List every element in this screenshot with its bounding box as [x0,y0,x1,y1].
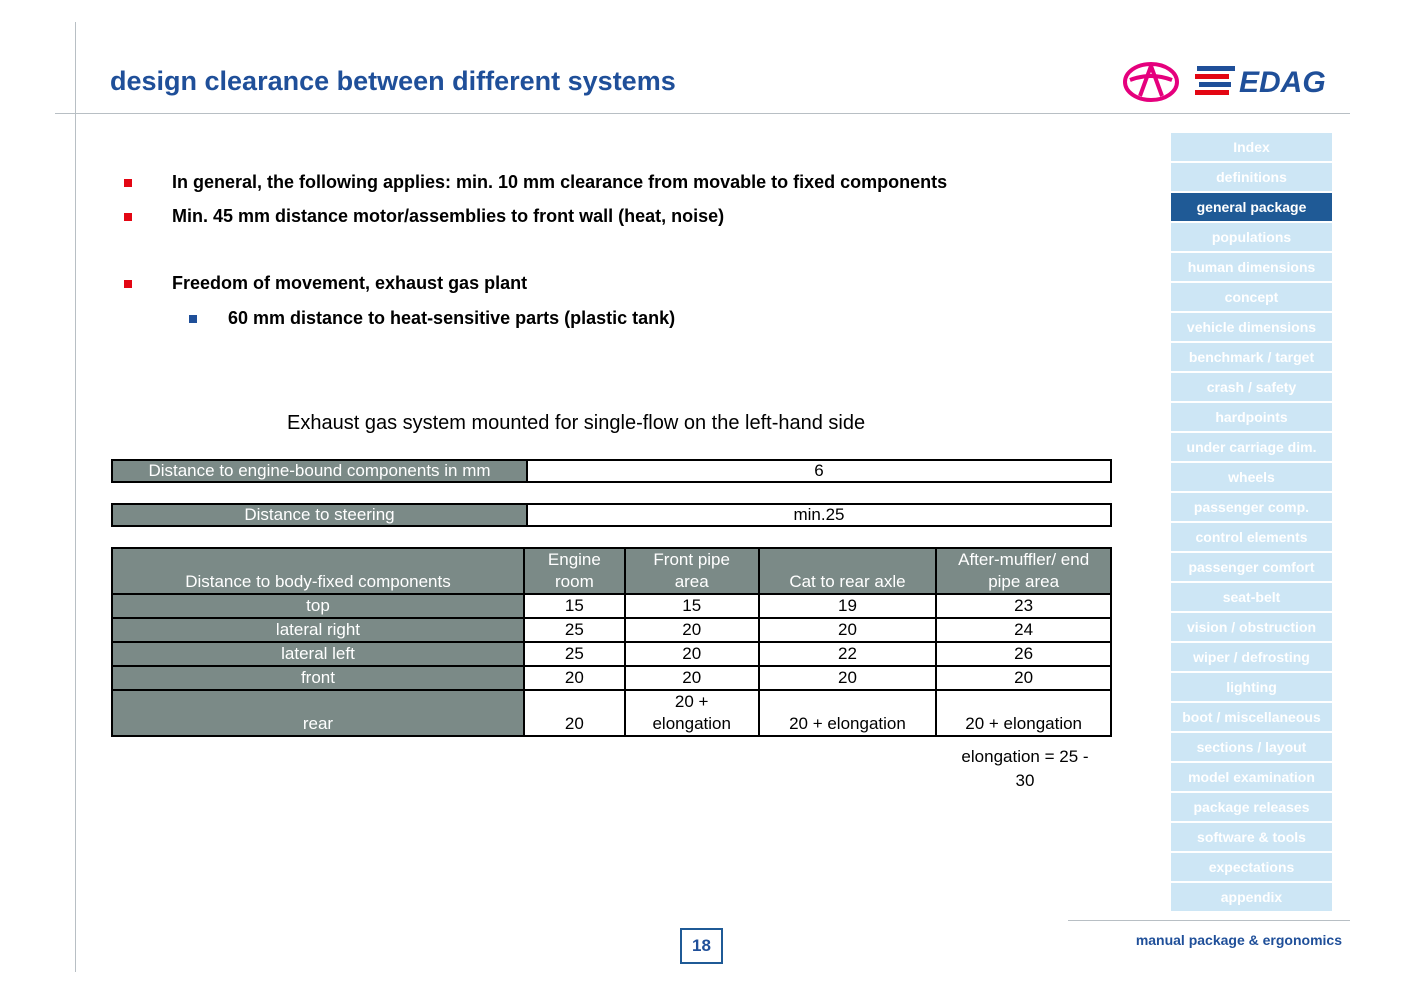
table-cell: 24 [936,618,1111,642]
nav-item-wiper-defrosting[interactable]: wiper / defrosting [1171,643,1332,671]
nav-item-hardpoints[interactable]: hardpoints [1171,403,1332,431]
nav-item-sections-layout[interactable]: sections / layout [1171,733,1332,761]
steering-value: min.25 [528,505,1110,525]
nav-item-expectations[interactable]: expectations [1171,853,1332,881]
table-cell: 23 [936,594,1111,618]
red-square-bullet-icon [124,280,132,288]
nav-item-seat-belt[interactable]: seat-belt [1171,583,1332,611]
engine-bound-value: 6 [528,461,1110,481]
table-cell: 25 [524,618,625,642]
bullet-item [124,172,947,193]
nav-item-wheels[interactable]: wheels [1171,463,1332,491]
table-cell: 26 [936,642,1111,666]
table-cell: 20 + elongation [759,690,937,736]
red-square-bullet-icon [124,213,132,221]
nav-item-software-tools[interactable]: software & tools [1171,823,1332,851]
table-caption: Exhaust gas system mounted for single-flow on the left-hand side [287,412,866,434]
nav-item-index[interactable]: Index [1171,133,1332,161]
table-header-row [112,548,1111,594]
table-cell: 19 [759,594,937,618]
footer-text: manual package & ergonomics [1135,932,1342,948]
table-cell: 20 + elongation [936,690,1111,736]
header-after-muffler: After-muffler/ end pipe area [936,548,1111,594]
table-cell: 20 [625,618,759,642]
nav-item-boot-miscellaneous[interactable]: boot / miscellaneous [1171,703,1332,731]
brand-emblem-icon [1122,60,1180,104]
elongation-note: elongation = 25 - 30 [961,747,1089,790]
row-label: rear [112,690,524,736]
nav-item-lighting[interactable]: lighting [1171,673,1332,701]
table-row [112,642,1111,666]
table-row [112,666,1111,690]
table-cell: 20 [625,666,759,690]
header-front-pipe: Front pipe area [625,548,759,594]
nav-item-general-package[interactable]: general package [1171,193,1332,221]
table-cell: 22 [759,642,937,666]
header-label: Distance to body-fixed components [112,548,524,594]
engine-bound-label: Distance to engine-bound components in mm [113,461,528,481]
page-title: design clearance between different systems [110,66,676,96]
table-cell: 20 [625,642,759,666]
table-cell: 20 [759,666,937,690]
bullet-item [124,273,527,294]
header-engine-room: Engine room [524,548,625,594]
nav-item-benchmark-target[interactable]: benchmark / target [1171,343,1332,371]
row-label: top [112,594,524,618]
nav-item-model-examination[interactable]: model examination [1171,763,1332,791]
bullet-text: In general, the following applies: min. 10 mm clearance from movable to fixed components [172,172,948,192]
row-label: lateral left [112,642,524,666]
table-cell: 25 [524,642,625,666]
row-label: lateral right [112,618,524,642]
table-cell: 15 [625,594,759,618]
nav-item-appendix[interactable]: appendix [1171,883,1332,911]
bullet-item [124,206,724,227]
nav-item-human-dimensions[interactable]: human dimensions [1171,253,1332,281]
red-square-bullet-icon [124,179,132,187]
nav-item-passenger-comp[interactable]: passenger comp. [1171,493,1332,521]
steering-row [111,503,1112,527]
table-cell: 20 [759,618,937,642]
table-cell: 15 [524,594,625,618]
blue-square-bullet-icon [189,315,197,323]
footer-divider [1068,920,1350,921]
engine-bound-row [111,459,1112,483]
edag-logo [1195,62,1345,98]
table-cell: 20 [936,666,1111,690]
nav-item-passenger-comfort[interactable]: passenger comfort [1171,553,1332,581]
nav-item-concept[interactable]: concept [1171,283,1332,311]
table-row [112,690,1111,736]
nav-item-vehicle-dimensions[interactable]: vehicle dimensions [1171,313,1332,341]
nav-item-vision-obstruction[interactable]: vision / obstruction [1171,613,1332,641]
table-cell: 20 [524,690,625,736]
nav-item-crash-safety[interactable]: crash / safety [1171,373,1332,401]
body-fixed-table [111,547,1112,737]
page-number: 18 [680,928,723,964]
row-label: front [112,666,524,690]
edag-wordmark: EDAG [1239,66,1326,98]
nav-item-under-carriage[interactable]: under carriage dim. [1171,433,1332,461]
chapter-nav [1171,133,1332,913]
header-cat-rear-axle: Cat to rear axle [759,548,937,594]
table-cell: 20 + elongation [625,690,759,736]
steering-label: Distance to steering [113,505,528,525]
nav-item-definitions[interactable]: definitions [1171,163,1332,191]
left-divider [75,22,76,972]
sub-bullet-item [189,308,675,329]
nav-item-control-elements[interactable]: control elements [1171,523,1332,551]
table-cell: 20 [524,666,625,690]
bullet-text: 60 mm distance to heat-sensitive parts (plastic tank) [228,308,676,328]
nav-item-package-releases[interactable]: package releases [1171,793,1332,821]
table-row [112,594,1111,618]
nav-item-populations[interactable]: populations [1171,223,1332,251]
table-row [112,618,1111,642]
bullet-text: Min. 45 mm distance motor/assemblies to front wall (heat, noise) [172,206,725,226]
header-divider [55,113,1350,114]
bullet-text: Freedom of movement, exhaust gas plant [172,273,528,293]
